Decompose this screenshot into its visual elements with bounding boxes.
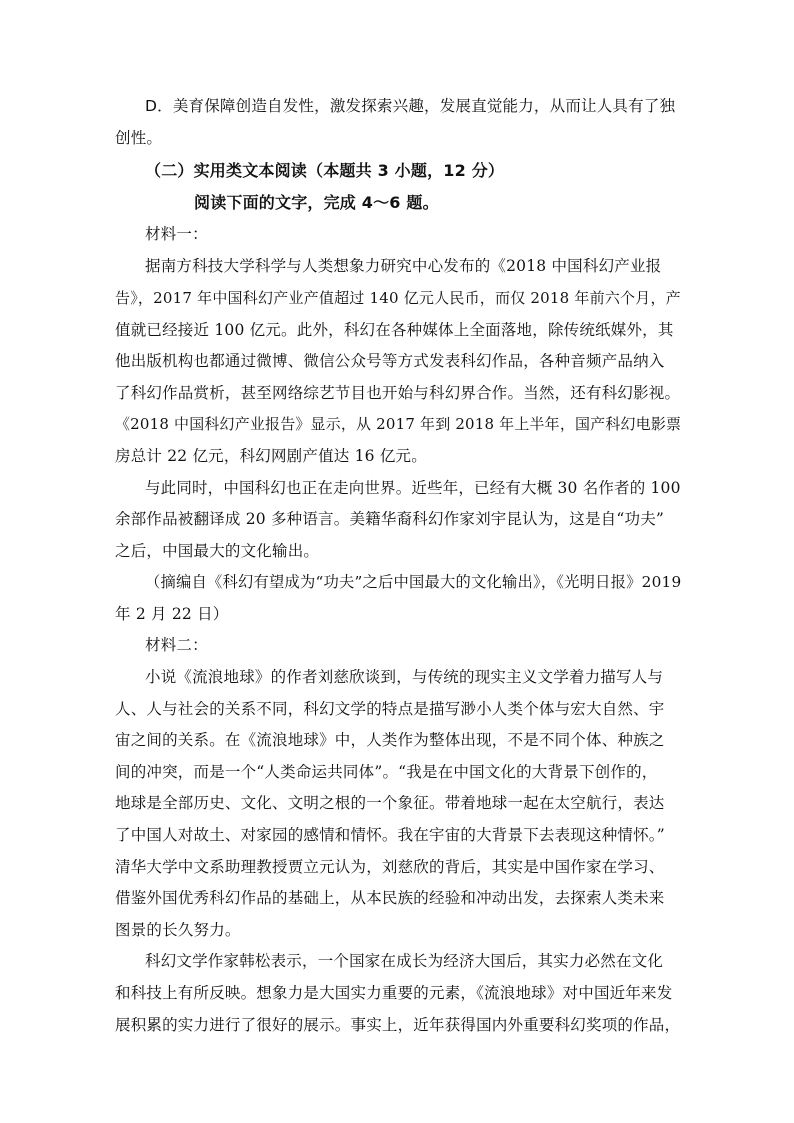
text-line: 科幻文学作家韩松表示，一个国家在成长为经济大国后，其实力必然在文化 [145, 952, 664, 970]
text-line: 人、人与社会的关系不同，科幻文学的特点是描写渺小人类个体与宏大自然、宇 [115, 700, 665, 718]
text-line: 图景的长久努力。 [115, 921, 241, 939]
text-line: 和科技上有所反映。想象力是大国实力重要的元素，《流浪地球》对中国近年来发 [115, 984, 673, 1002]
text-line: 借鉴外国优秀科幻作品的基础上，从本民族的经验和冲动出发，去探索人类未来 [115, 889, 665, 907]
text-line: 据南方科技大学科学与人类想象力研究中心发布的《2018 中国科幻产业报 [145, 257, 662, 275]
text-line: 了中国人对故土、对家园的感情和情怀。我在宇宙的大背景下去表现这种情怀。” [115, 826, 665, 844]
text-line: 创性。 [115, 129, 163, 147]
text-line: 他出版机构也都通过微博、微信公众号等方式发表科幻作品，各种音频产品纳入 [115, 352, 665, 370]
text-line: D．美育保障创造自发性，激发探索兴趣，发展直觉能力，从而让人具有了独 [145, 97, 676, 115]
material-label: 材料一： [145, 225, 208, 243]
source-citation: （摘编自《科幻有望成为“功夫”之后中国最大的文化输出》，《光明日报》2019 [145, 573, 682, 591]
text-line: 地球是全部历史、文化、文明之根的一个象征。带着地球一起在太空航行，表达 [115, 794, 665, 812]
text-line: 展积累的实力进行了很好的展示。事实上，近年获得国内外重要科幻奖项的作品， [115, 1016, 681, 1034]
section-heading: （二）实用类文本阅读（本题共 3 小题，12 分） [145, 161, 505, 180]
text-line: 宙之间的关系。在《流浪地球》中，人类作为整体出现，不是不同个体、种族之 [115, 731, 665, 749]
text-line: 了科幻作品赏析，甚至网络综艺节目也开始与科幻界合作。当然，还有科幻影视。 [115, 384, 681, 402]
text-line: 余部作品被翻译成 20 多种语言。美籍华裔科幻作家刘宇昆认为，这是自“功夫” [115, 510, 665, 528]
text-line: 值就已经接近 100 亿元。此外，科幻在各种媒体上全面落地，除传统纸媒外，其 [115, 321, 674, 339]
text-line: 与此同时，中国科幻也正在走向世界。近些年，已经有大概 30 名作者的 100 [145, 479, 681, 497]
text-line: 之后，中国最大的文化输出。 [115, 542, 320, 560]
instruction-line: 阅读下面的文字，完成 4～6 题。 [194, 193, 439, 212]
text-line: 清华大学中文系助理教授贾立元认为，刘慈欣的背后，其实是中国作家在学习、 [115, 858, 665, 876]
text-line: 小说《流浪地球》的作者刘慈欣谈到，与传统的现实主义文学着力描写人与 [145, 668, 664, 686]
text-line: 《2018 中国科幻产业报告》显示，从 2017 年到 2018 年上半年，国产科幻电影票 [115, 415, 682, 433]
text-line: 间的冲突，而是一个“人类命运共同体”。“我是在中国文化的大背景下创作的， [115, 763, 658, 781]
text-line: 房总计 22 亿元，科幻网剧产值达 16 亿元。 [115, 447, 427, 465]
text-line: 告》，2017 年中国科幻产业产值超过 140 亿元人民币，而仅 2018 年前六个月，产 [115, 289, 681, 307]
material-label: 材料二： [145, 636, 208, 654]
source-citation: 年 2 月 22 日） [115, 605, 229, 623]
